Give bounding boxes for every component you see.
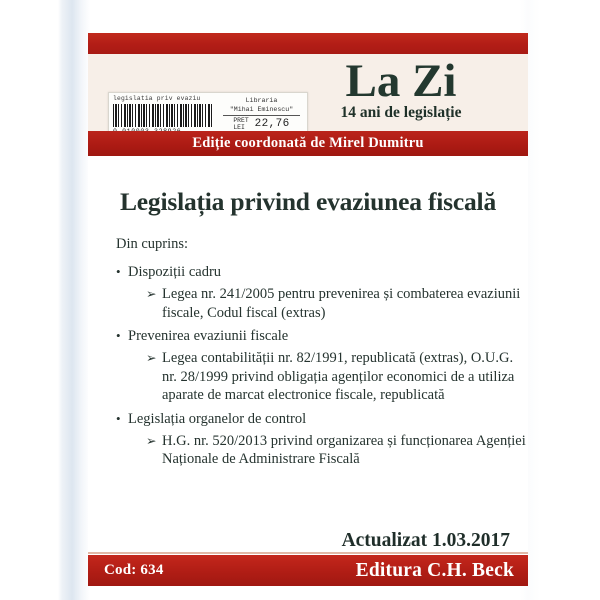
- toc-entry-main: [116, 410, 528, 429]
- brand-tagline: 14 ani de legislație: [340, 104, 462, 121]
- price-label-pret: PRET: [233, 117, 249, 124]
- bullet-icon: •: [116, 264, 121, 279]
- toc-entry-label: Prevenirea evaziunii fiscale: [128, 328, 289, 344]
- price-row: [219, 117, 304, 131]
- brand-logo: La Zi: [345, 55, 457, 107]
- toc-entry-label: Dispoziții cadru: [128, 264, 222, 280]
- bottom-red-band: [88, 555, 528, 586]
- price-label-lei: LEI: [233, 124, 245, 131]
- toc-intro: Din cuprins:: [116, 236, 189, 252]
- toc-entry-sub: [116, 285, 528, 322]
- page-title: Legislația privind evaziunea fiscală: [119, 187, 496, 216]
- toc-entry-label: Legea nr. 241/2005 pentru prevenirea și combaterea evaziunii fiscale, Codul fiscal (extras): [162, 286, 521, 321]
- toc-entry-sub: [116, 349, 528, 405]
- book-cover: [88, 33, 528, 586]
- editor-band: [88, 131, 528, 156]
- bullet-icon: •: [116, 410, 121, 426]
- arrow-icon: ➢: [146, 351, 157, 365]
- top-red-band: [88, 33, 528, 54]
- price-labels: [233, 117, 248, 131]
- toc-entry-label: Legislația organelor de control: [128, 410, 307, 427]
- toc-entry-main: [116, 327, 528, 346]
- toc-entry-sub: [116, 432, 528, 469]
- price-value: 22,76: [254, 118, 290, 130]
- toc-entry-main: [116, 263, 528, 282]
- brand-block: [292, 54, 510, 131]
- editor-credit: Ediție coordonată de Mirel Dumitru: [192, 135, 424, 151]
- bullet-icon: •: [116, 328, 121, 343]
- shop-subname: "Mihai Eminescu": [229, 106, 294, 113]
- toc-list: [116, 263, 528, 469]
- shop-name: Libraria: [245, 97, 278, 104]
- product-code: Cod: 634: [104, 562, 164, 578]
- barcode-icon: [113, 104, 213, 127]
- price-divider: [223, 115, 300, 116]
- publisher-name: Editura C.H. Beck: [355, 559, 514, 581]
- table-of-contents: [116, 235, 528, 469]
- masthead-strip: [88, 54, 528, 131]
- cover-body: [88, 156, 528, 544]
- toc-entry-label: H.G. nr. 520/2013 privind organizarea și funcționarea Agenției Naționale de Administrare Fiscală: [162, 432, 526, 467]
- arrow-icon: ➢: [146, 287, 157, 301]
- bottom-bar-highlight: [88, 552, 528, 554]
- toc-entry-label: Legea contabilității nr. 82/1991, republicată (extras), O.U.G. nr. 28/1999 privind obligația agenților economici de a utiliza aparate de marcat electronice fiscale, republicată: [162, 350, 515, 403]
- updated-date: Actualizat 1.03.2017: [341, 530, 510, 551]
- sticker-title: legislatia priv evaziu: [113, 95, 201, 102]
- arrow-icon: ➢: [146, 433, 157, 448]
